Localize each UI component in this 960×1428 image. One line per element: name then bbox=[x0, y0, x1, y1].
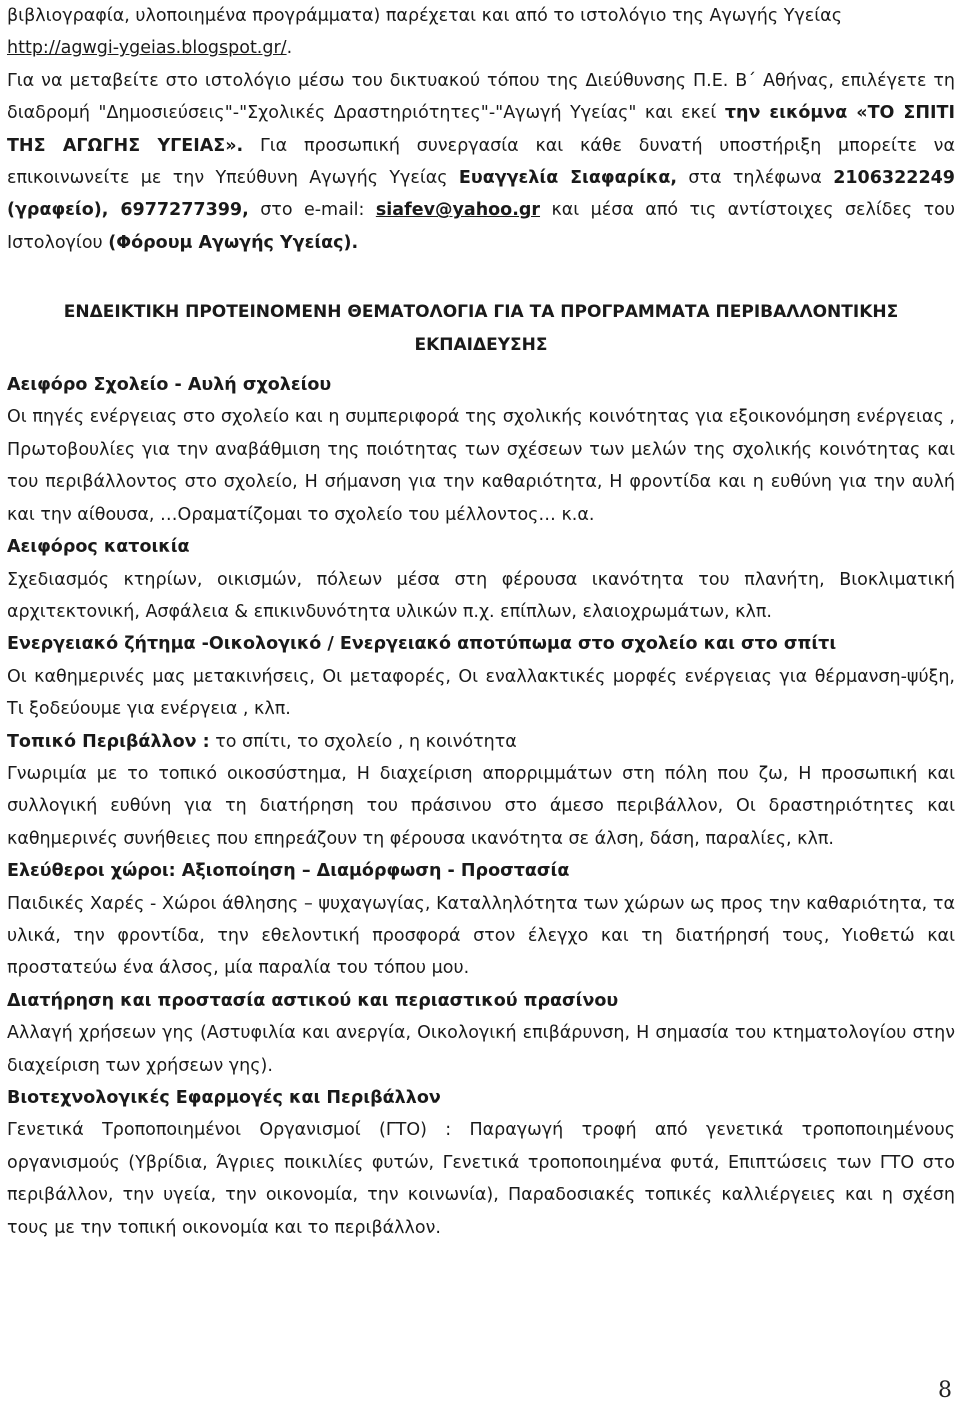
intro-text-5: στο e-mail: bbox=[260, 200, 365, 221]
document-page bbox=[7, 0, 955, 1244]
topic-sustainable-housing bbox=[7, 531, 955, 628]
topic-heading: Αειφόρος κατοικία bbox=[7, 537, 190, 558]
blog-link[interactable]: http://agwgi-ygeias.blogspot.gr/ bbox=[7, 38, 287, 59]
topic-heading: Ενεργειακό ζήτημα -Οικολογικό / Ενεργειακό αποτύπωμα στο σχολείο και στο σπίτι bbox=[7, 634, 837, 655]
topic-heading: Ελεύθεροι χώροι: Αξιοποίηση – Διαμόρφωση - Προστασία bbox=[7, 861, 570, 882]
topic-biotechnology bbox=[7, 1082, 955, 1244]
topic-energy bbox=[7, 628, 955, 725]
contact-name: Ευαγγελία Σιαφαρίκα, bbox=[458, 168, 678, 189]
topics-list bbox=[7, 369, 955, 1244]
contact-email-link[interactable]: siafev@yahoo.gr bbox=[375, 200, 541, 221]
page-number: 8 bbox=[938, 1378, 952, 1403]
intro-line-2 bbox=[7, 65, 955, 259]
topic-text: Παιδικές Χαρές - Χώροι άθλησης – ψυχαγωγίας, Καταλληλότητα των χώρων ως προς την καθαριότητα, τα υλικά, την φροντίδα, την εθελοντική προσφορά στον έλεγχο και τη διατήρησή τους, Υιοθετώ και προστατεύω ένα άλσος, μία παραλία του τόπου μου. bbox=[7, 893, 955, 979]
topic-text: Αλλαγή χρήσεων γης (Αστυφιλία και ανεργία, Οικολογική επιβάρυνση, Η σημασία του κτηματολογίου στην διαχείριση των χρήσεων γης). bbox=[7, 1023, 955, 1076]
document-title: ΕΝΔΕΙΚΤΙΚΗ ΠΡΟΤΕΙΝΟΜΕΝΗ ΘΕΜΑΤΟΛΟΓΙΑ ΓΙΑ ΤΑ ΠΡΟΓΡΑΜΜΑΤΑ ΠΕΡΙΒΑΛΛΟΝΤΙΚΗΣ ΕΚΠΑΙΔΕΥΣΗΣ bbox=[63, 302, 899, 355]
intro-text-6: και μέσα από τις αντίστοιχες σελίδες του Ιστολογίου bbox=[7, 200, 955, 253]
intro-text-2: Για να μεταβείτε στο ιστολόγιο μέσω του δικτυακού τόπου της Διεύθυνσης Π.Ε. Β΄ Αθήνας, επιλέγετε τη διαδρομή "Δημοσιεύσεις"-"Σχολικές Δραστηριότητες"-"Αγωγή Υγείας" και εκεί bbox=[7, 70, 955, 124]
topic-text: Σχεδιασμός κτηρίων, οικισμών, πόλεων μέσα στη φέρουσα ικανότητα του πλανήτη, Βιοκλιματική αρχιτεκτονική, Ασφάλεια & επικινδυνότητα υλικών π.χ. επίπλων, ελαιοχρωμάτων, κλπ. bbox=[7, 569, 955, 622]
topic-text: Οι καθημερινές μας μετακινήσεις, Οι μεταφορές, Οι εναλλακτικές μορφές ενέργειας για θέρμανση-ψύξη, Τι ξοδεύουμε για ενέργεια , κλπ. bbox=[7, 666, 955, 720]
topic-heading: Αειφόρο Σχολείο - Αυλή σχολείου bbox=[7, 375, 332, 396]
topic-local-environment bbox=[7, 726, 955, 856]
topic-heading: Διατήρηση και προστασία αστικού και περιαστικού πρασίνου bbox=[7, 990, 619, 1011]
topic-urban-green bbox=[7, 985, 955, 1082]
topic-text: Γενετικά Τροποποιημένοι Οργανισμοί (ΓΤΟ) : Παραγωγή τροφή από γενετικά τροποποιημένους οργανισμούς (Υβρίδια, Άγριες ποικιλίες φυτών, Γενετικά τροποποιημένα φυτά, Επιπτώσεις των ΓΤΟ στο περιβάλλον, την υγεία, την οικονομία, την κοινωνία), Παραδοσιακές τοπικές καλλιέργειες και η σχέση τους με την τοπική οικονομία και το περιβάλλον. bbox=[7, 1120, 955, 1238]
topic-text: Γνωριμία με το τοπικό οικοσύστημα, Η διαχείριση απορριμμάτων στη πόλη που ζω, Η προσωπική και συλλογική ευθύνη για τη διατήρηση του πράσινου στο άμεσο περιβάλλον, Οι δραστηριότητες και καθημερινές συνήθειες που επηρεάζουν τη φέρουσα ικανότητα σε άλση, δάση, παραλίες, κλπ. bbox=[7, 763, 955, 849]
intro-text-3: Για προσωπική συνεργασία και κάθε δυνατή υποστήριξη μπορείτε να επικοινωνείτε με την Υπεύθυνη Αγωγής Υγείας bbox=[7, 135, 955, 189]
intro-bold-image: την εικόμνα «ΤΟ ΣΠΙΤΙ ΤΗΣ ΑΓΩΓΗΣ ΥΓΕΙΑΣ». bbox=[7, 103, 955, 156]
intro-paragraph bbox=[7, 0, 955, 259]
contact-phones: 2106322249 (γραφείο), 6977277399, bbox=[7, 168, 955, 221]
forum-link-text: (Φόρουμ Αγωγής Υγείας). bbox=[108, 232, 359, 253]
url-period: . bbox=[286, 38, 293, 59]
topic-sustainable-school bbox=[7, 369, 955, 531]
topic-open-spaces bbox=[7, 855, 955, 985]
topic-heading-bold: Τοπικό Περιβάλλον : bbox=[7, 731, 210, 752]
topic-text: Οι πηγές ενέργειας στο σχολείο και η συμπεριφορά της σχολικής κοινότητας για εξοικονόμηση ενέργειας , Πρωτοβουλίες για την αναβάθμιση της ποιότητας των σχέσεων των μελών της σχολικής κοινότητας και του περιβάλλοντος στο σχολείο, Η σήμανση για την καθαριότητα, Η φροντίδα και η ευθύνη για την αυλή και την αίθουσα, …Οραματίζομαι το σχολείο του μέλλοντος… κ.α. bbox=[7, 407, 955, 525]
topic-heading bbox=[7, 726, 955, 758]
intro-line-1 bbox=[7, 0, 955, 65]
topic-heading-rest: το σπίτι, το σχολείο , η κοινότητα bbox=[209, 731, 517, 752]
intro-text-4: στα τηλέφωνα bbox=[688, 168, 822, 189]
intro-text-1: βιβλιογραφία, υλοποιημένα προγράμματα) παρέχεται και από το ιστολόγιο της Αγωγής Υγείας bbox=[7, 6, 842, 26]
topic-heading: Βιοτεχνολογικές Εφαρμογές και Περιβάλλον bbox=[7, 1088, 441, 1108]
